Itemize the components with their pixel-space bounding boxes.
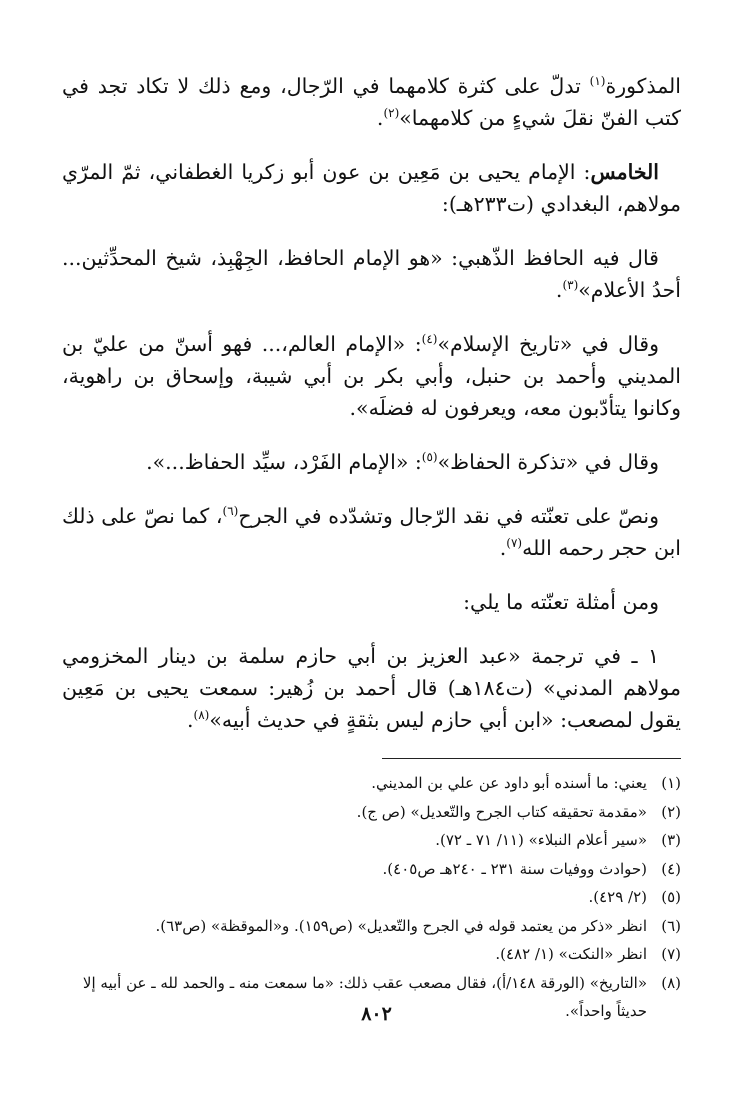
text-segment: : «الإمام الفَرْد، سيِّد الحفاظ...». <box>146 450 422 474</box>
footnote <box>62 912 681 941</box>
text-segment: . <box>499 536 507 560</box>
footnote-reference: (١) <box>589 74 606 89</box>
footnote-text: يعني: ما أسنده أبو داود عن علي بن المديني. <box>371 774 647 792</box>
page-number: ٨٠٢ <box>361 1003 392 1025</box>
footnote-number: (٧) <box>661 945 681 963</box>
footnote-text: انظر «ذكر من يعتمد قوله في الجرح والتّعديل» (ص١٥٩). و«الموقظة» (ص٦٣). <box>155 916 647 935</box>
footnote-number: (١) <box>661 774 681 792</box>
footnote-number: (٦) <box>661 916 681 935</box>
paragraph-2 <box>62 156 681 220</box>
text-segment: قال فيه الحافظ الذّهبي: «هو الإمام الحافظ، الجِهْبِذ، شيخ المحدِّثين... أحدُ الأعلام» <box>62 246 681 302</box>
footnote <box>62 798 681 827</box>
text-segment: ، كما نصّ على ذلك ابن حجر رحمه الله <box>62 504 681 560</box>
text-segment: : الإمام يحيى بن مَعِين بن عون أبو زكريا الغطفاني، ثمّ المرّي مولاهم، البغدادي (ت٢٣٣هـ): <box>62 160 681 216</box>
paragraph-6 <box>62 500 681 564</box>
paragraph-4 <box>62 328 681 424</box>
footnote-number: (٢) <box>661 802 681 821</box>
paragraph-7 <box>62 586 681 618</box>
footnote <box>62 855 681 884</box>
footnote-reference: (٧) <box>506 536 523 551</box>
footnote-reference: (٤) <box>421 332 438 347</box>
footnote-reference: (٢) <box>383 106 400 121</box>
footnote-reference: (٣) <box>562 278 579 293</box>
footnote-reference: (٨) <box>193 708 210 723</box>
footnote-text: انظر «النكت» (١/ ٤٨٢). <box>495 945 647 963</box>
footnote-number: (٨) <box>661 973 681 992</box>
text-segment: . <box>555 278 563 302</box>
footnote <box>62 826 681 855</box>
footnote-text: (حوادث ووفيات سنة ٢٣١ ـ ٢٤٠هـ ص٤٠٥). <box>382 859 647 878</box>
footnote <box>62 940 681 969</box>
footnote <box>62 883 681 912</box>
paragraph-8 <box>62 640 681 736</box>
text-segment: وقال في «تذكرة الحفاظ» <box>437 450 659 474</box>
paragraph-1 <box>62 70 681 134</box>
text-segment: . <box>186 708 194 732</box>
footnote-text: «سير أعلام النبلاء» (١١/ ٧١ ـ ٧٢). <box>435 831 647 849</box>
footnote-divider <box>382 758 681 759</box>
text-segment: ونصّ على تعنّته في نقد الرّجال وتشدّده في الجرح <box>238 504 659 528</box>
text-segment: المذكورة <box>605 74 681 98</box>
paragraph-5 <box>62 446 681 478</box>
footnote-reference: (٥) <box>421 450 438 465</box>
main-text <box>62 70 681 736</box>
footnote <box>62 769 681 798</box>
footnote-text: «مقدمة تحقيقه كتاب الجرح والتّعديل» (ص ج). <box>356 802 647 821</box>
text-segment: وقال في «تاريخ الإسلام» <box>437 332 660 356</box>
text-segment: : «الإمام العالم،... فهو أسنّ من عليّ بن المديني وأحمد بن حنبل، وأبي بكر بن أبي شيبة، وإسحاق بن راهوية، وكانوا يتأدّبون معه، ويعرفون له فضلَه». <box>62 332 681 420</box>
footnote-number: (٣) <box>661 831 681 849</box>
footnote-text: «التاريخ» (الورقة ١٤٨/أ)، فقال مصعب عقب ذلك: «ما سمعت منه ـ والحمد لله ـ عن أبيه إلا حديثاً واحداً». <box>82 973 647 1020</box>
paragraph-3 <box>62 242 681 306</box>
section-lead-word: الخامس <box>590 160 659 184</box>
footnotes <box>62 769 681 1026</box>
footnote-number: (٥) <box>661 888 681 906</box>
text-segment: ١ ـ في ترجمة «عبد العزيز بن أبي حازم سلمة بن دينار المخزومي مولاهم المدني» (ت١٨٤هـ) قال أحمد بن زُهير: سمعت يحيى بن مَعِين يقول لمصعب: «ابن أبي حازم ليس بثقةٍ في حديث أبيه» <box>62 644 681 732</box>
footnote-text: (٢/ ٤٢٩). <box>588 888 647 906</box>
footnote-number: (٤) <box>661 859 681 878</box>
footnote-reference: (٦) <box>222 504 239 519</box>
text-segment: تدلّ على كثرة كلامهما في الرّجال، ومع ذلك لا تكاد تجد في كتب الفنّ نقلَ شيءٍ من كلامهما» <box>62 74 681 130</box>
text-segment: . <box>376 106 384 130</box>
text-segment: ومن أمثلة تعنّته ما يلي: <box>463 590 659 614</box>
